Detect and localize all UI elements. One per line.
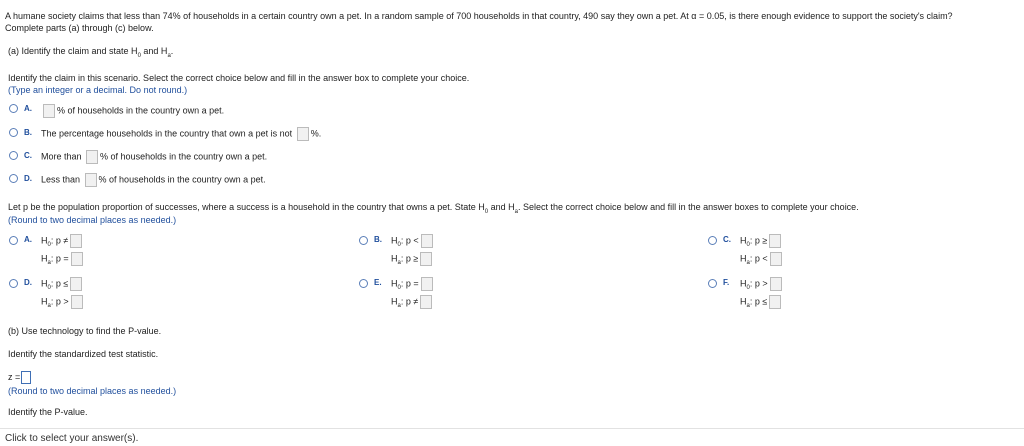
alternative-hypothesis: $H_a$: p ≥ [391, 252, 434, 266]
radio-button[interactable] [9, 279, 18, 288]
alt-operator: < [762, 253, 768, 264]
answer-box[interactable] [421, 277, 433, 291]
question-text: A humane society claims that less than 74% of households in a certain country own a pet. In a random sample of 700 households in that country, 490 say they own a pet. At α = 0.05, is there enough evidence to support the society's claim? [5, 11, 953, 21]
alt-operator: ≥ [413, 253, 419, 264]
complete-instruction: Complete parts (a) through (c) below. [5, 23, 154, 33]
answer-box[interactable] [85, 173, 97, 187]
answer-box[interactable] [769, 295, 781, 309]
z-answer-box[interactable] [21, 371, 31, 384]
alternative-hypothesis: $H_a$: p < [740, 252, 784, 266]
alternative-hypothesis: $H_a$: p ≤ [740, 295, 783, 309]
hypotheses-instruction: Let p be the population proportion of successes, where a success is a household in the country that owns a pet. State $H_0$ and $H_a$. Select the correct choice below and fill in the answer boxes to complete your choice. [8, 202, 859, 215]
answer-box[interactable] [70, 277, 82, 291]
part-a-title: (a) Identify the claim and state $H_0$ and $H_a$. [8, 46, 174, 59]
radio-button[interactable] [359, 236, 368, 245]
null-operator: ≠ [63, 235, 69, 246]
null-hypothesis: $H_0$: p ≠ [41, 234, 84, 248]
alt-operator: ≠ [413, 296, 419, 307]
answer-box[interactable] [297, 127, 309, 141]
footer-status: Click to select your answer(s). [5, 433, 139, 444]
answer-box[interactable] [43, 104, 55, 118]
footer-divider [0, 428, 1024, 429]
alt-operator: > [63, 296, 69, 307]
radio-button[interactable] [9, 151, 18, 160]
answer-box[interactable] [420, 252, 432, 266]
answer-box[interactable] [770, 277, 782, 291]
answer-box[interactable] [769, 234, 781, 248]
alt-operator: ≤ [762, 296, 768, 307]
answer-box[interactable] [420, 295, 432, 309]
z-answer-row [8, 371, 31, 384]
null-hypothesis: $H_0$: p ≥ [740, 234, 783, 248]
claim-hint: (Type an integer or a decimal. Do not round.) [8, 85, 188, 95]
answer-box[interactable] [71, 295, 83, 309]
null-hypothesis: $H_0$: p = [391, 277, 435, 291]
pvalue-prompt: Identify the P-value. [8, 407, 88, 417]
alt-operator: = [63, 253, 69, 264]
alternative-hypothesis: $H_a$: p = [41, 252, 85, 266]
null-operator: = [413, 278, 419, 289]
test-statistic-prompt: Identify the standardized test statistic. [8, 349, 159, 359]
null-hypothesis: $H_0$: p > [740, 277, 784, 291]
null-operator: < [413, 235, 419, 246]
alternative-hypothesis: $H_a$: p > [41, 295, 85, 309]
radio-button[interactable] [708, 279, 717, 288]
radio-button[interactable] [9, 236, 18, 245]
answer-box[interactable] [71, 252, 83, 266]
z-label: z = [8, 371, 21, 382]
answer-box[interactable] [86, 150, 98, 164]
part-b-title: (b) Use technology to find the P-value. [8, 326, 162, 336]
hypotheses-hint: (Round to two decimal places as needed.) [8, 215, 177, 225]
null-operator: ≤ [63, 278, 69, 289]
radio-button[interactable] [9, 104, 18, 113]
z-hint: (Round to two decimal places as needed.) [8, 386, 177, 396]
claim-instruction: Identify the claim in this scenario. Select the correct choice below and fill in the answer box to complete your choice. [8, 73, 470, 83]
null-operator: ≥ [762, 235, 768, 246]
radio-button[interactable] [9, 128, 18, 137]
radio-button[interactable] [359, 279, 368, 288]
radio-button[interactable] [9, 174, 18, 183]
radio-button[interactable] [708, 236, 717, 245]
null-hypothesis: $H_0$: p < [391, 234, 435, 248]
null-operator: > [762, 278, 768, 289]
answer-box[interactable] [770, 252, 782, 266]
answer-box[interactable] [70, 234, 82, 248]
alternative-hypothesis: $H_a$: p ≠ [391, 295, 434, 309]
null-hypothesis: $H_0$: p ≤ [41, 277, 84, 291]
answer-box[interactable] [421, 234, 433, 248]
